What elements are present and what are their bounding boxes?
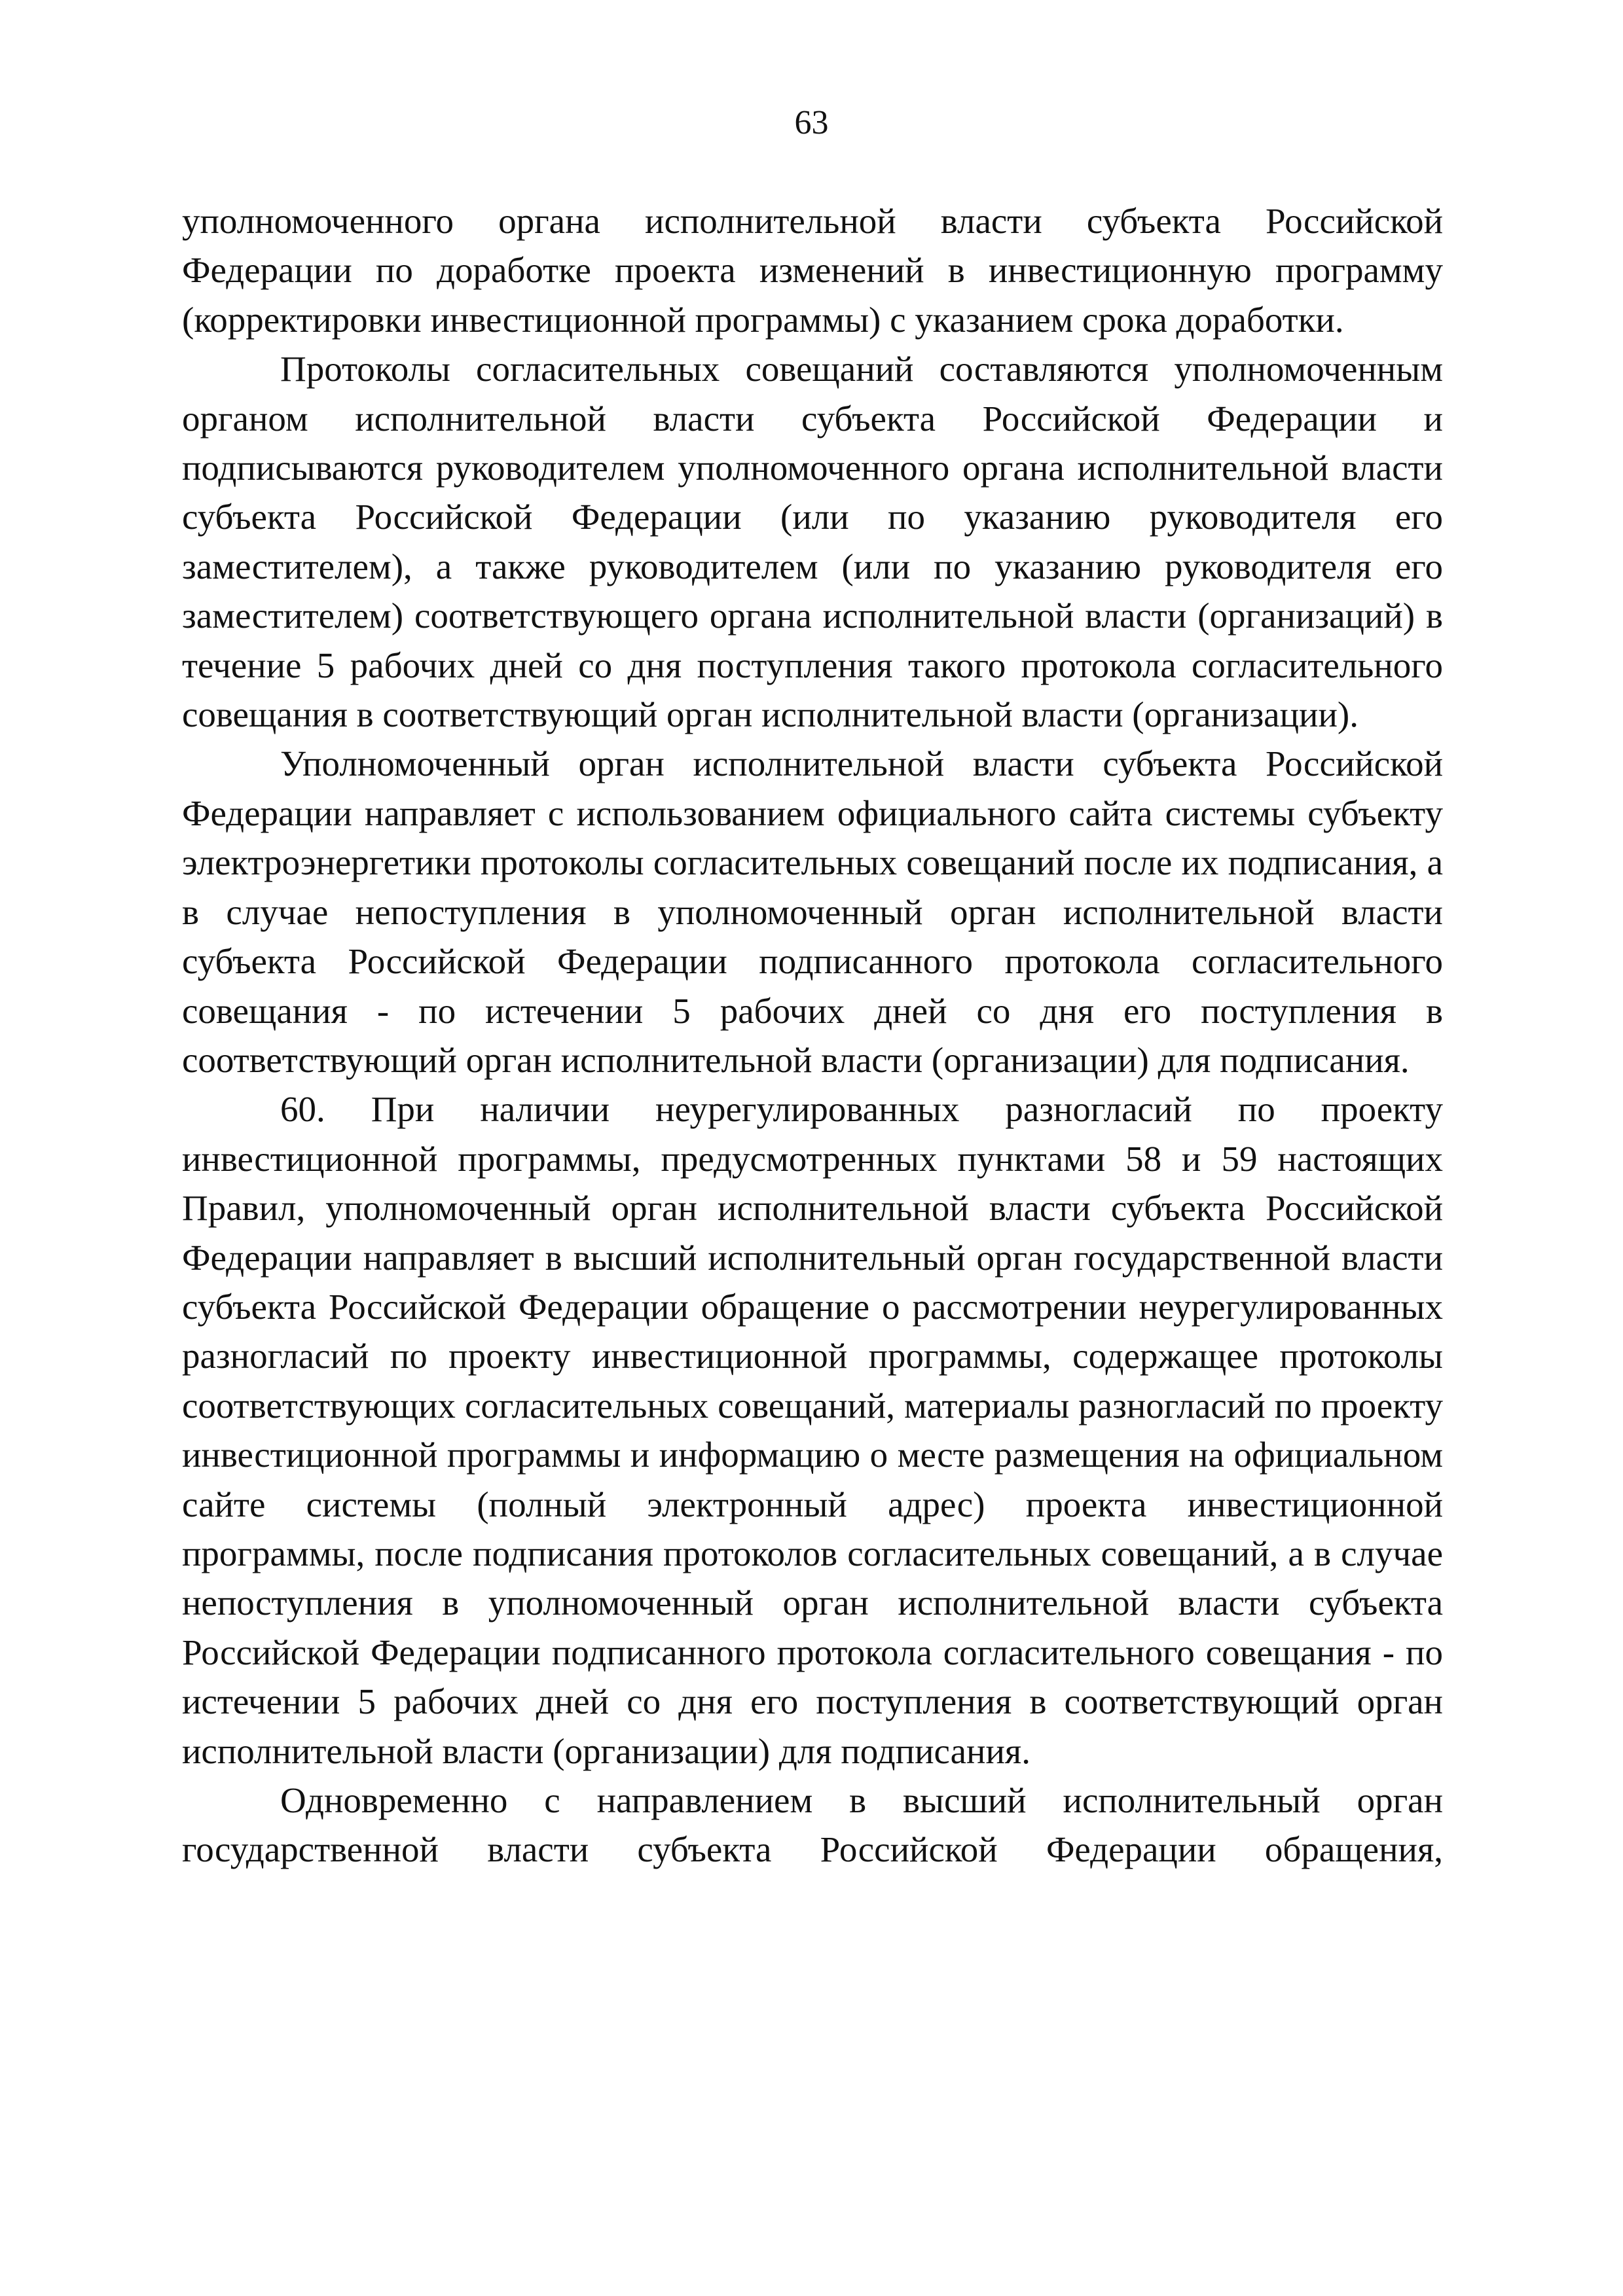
paragraph-protocols: Протоколы согласительных совещаний составляются уполномоченным органом исполнительной власти субъекта Российской Федерации и подписываются руководителем уполномоченного органа исполнительной власти субъекта Российской Федерации (или по указанию руководителя его заместителем), а также руководителем (или по указанию руководителя его заместителем) соответствующего органа исполнительной власти (организаций) в течение 5 рабочих дней со дня поступления такого протокола согласительного совещания в соответствующий орган исполнительной власти (организации).: [182, 349, 1443, 735]
document-body: [182, 196, 1443, 1874]
paragraph-authorized-body: Уполномоченный орган исполнительной власти субъекта Российской Федерации направляет с использованием официального сайта системы субъекту электроэнергетики протоколы согласительных совещаний после их подписания, а в случае непоступления в уполномоченный орган исполнительной власти субъекта Российской Федерации подписанного протокола согласительного совещания - по истечении 5 рабочих дней со дня его поступления в соответствующий орган исполнительной власти (организации) для подписания.: [182, 744, 1443, 1080]
paragraph-item-60: 60. При наличии неурегулированных разногласий по проекту инвестиционной программы, предусмотренных пунктами 58 и 59 настоящих Правил, уполномоченный орган исполнительной власти субъекта Российской Федерации направляет в высший исполнительный орган государственной власти субъекта Российской Федерации обращение о рассмотрении неурегулированных разногласий по проекту инвестиционной программы, содержащее протоколы соответствующих согласительных совещаний, материалы разногласий по проекту инвестиционной программы и информацию о месте размещения на официальном сайте системы (полный электронный адрес) проекта инвестиционной программы, после подписания протоколов согласительных совещаний, а в случае непоступления в уполномоченный орган исполнительной власти субъекта Российской Федерации подписанного протокола согласительного совещания - по истечении 5 рабочих дней со дня его поступления в соответствующий орган исполнительной власти (организации) для подписания.: [182, 1089, 1443, 1771]
paragraph-simultaneously: Одновременно с направлением в высший исполнительный орган государственной власти субъекта Российской Федерации обращения,: [182, 1780, 1443, 1870]
page-number: 63: [794, 104, 829, 141]
paragraph-continuation: уполномоченного органа исполнительной власти субъекта Российской Федерации по доработке проекта изменений в инвестиционную программу (корректировки инвестиционной программы) с указанием срока доработки.: [182, 201, 1443, 340]
